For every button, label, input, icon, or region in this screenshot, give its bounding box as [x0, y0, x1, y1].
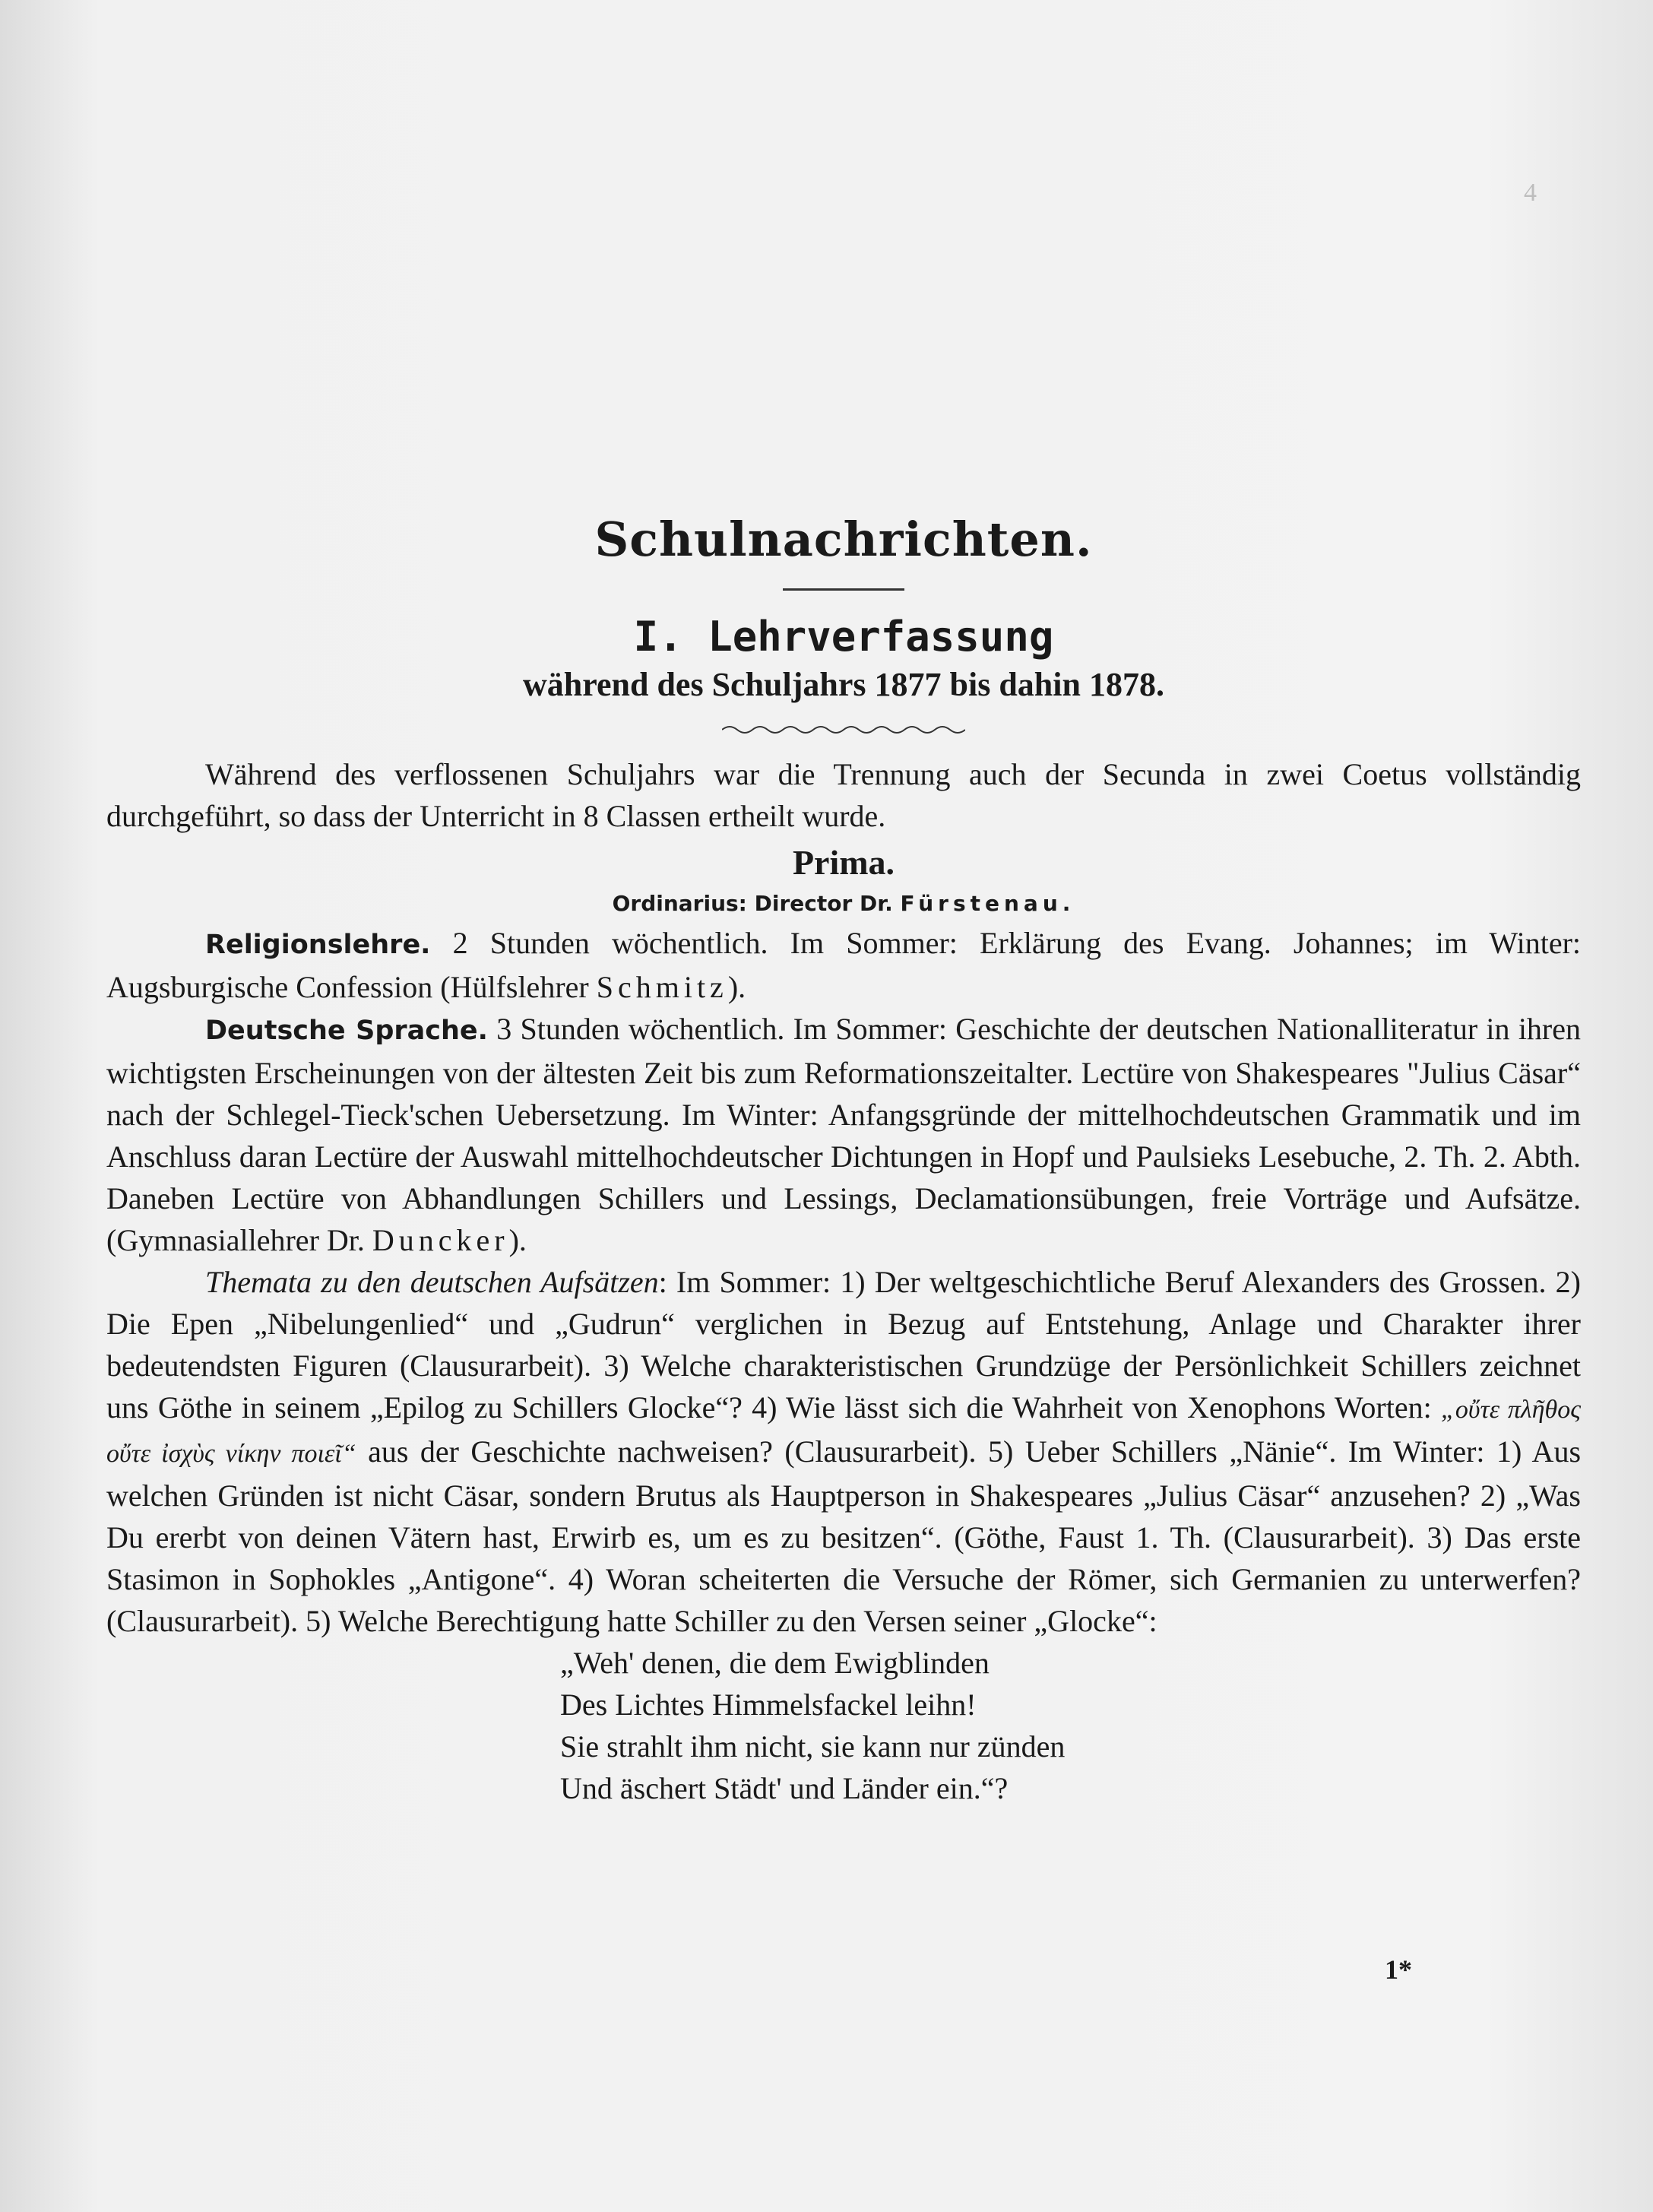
- deutsch-text: 3 Stunden wöchentlich. Im Sommer: Geschichte der deutschen Nationalliteratur in ihren wichtigsten Erscheinungen von der ältesten Zeit bis zum Reformationszeitalter. Lectüre von Shakespeares "Julius Cäsar“ nach der Schlegel-Tieck'schen Uebersetzung. Im Winter: Anfangsgründe der mittelhochdeutschen Grammatik und im Anschluss daran Lectüre der Auswahl mittelhochdeutscher Dichtungen in Hopf und Paulsieks Lesebuche, 2. Th. 2. Abth. Daneben Lectüre von Abhandlungen Schillers und Lessings, Declamationsübungen, freie Vorträge und Aufsätze. (Gymnasiallehrer Dr.: [106, 1012, 1582, 1257]
- religion-paragraph: [106, 922, 1581, 1008]
- themata-paragraph: [106, 1261, 1581, 1642]
- class-heading-prima: Prima.: [792, 843, 895, 882]
- themata-label: Themata zu den deutschen Aufsätzen: [205, 1265, 659, 1299]
- poem-line: Und äschert Städt' und Länder ein.“?: [560, 1771, 1009, 1805]
- signature-mark: 1*: [1385, 1954, 1412, 1985]
- section-subheading: während des Schuljahrs 1877 bis dahin 1878.: [523, 666, 1164, 703]
- greek-quote: „οὔτε πλῆθος οὔτε ἰσχὺς νίκην ποιεῖ“: [106, 1396, 1582, 1468]
- ordinarius-name: Fürstenau.: [900, 891, 1075, 916]
- deutsch-text-end: ).: [508, 1223, 527, 1257]
- poem-quote: [560, 1642, 1581, 1809]
- religion-text-end: ).: [727, 970, 746, 1004]
- wave-divider: [722, 721, 965, 738]
- document-title: Schulnachrichten.: [594, 512, 1093, 567]
- themata-text-end: aus der Geschichte nachweisen? (Clausurarbeit). 5) Ueber Schillers „Nänie“. Im Winter: 1) Aus welchen Gründen ist nicht Cäsar, sondern Brutus als Hauptperson in Shakespeares „Julius Cäsar“ anzusehen? 2) „Was Du ererbt von deinen Vätern hast, Erwirb es, um es zu besitzen“. (Göthe, Faust 1. Th. (Clausurarbeit). 3) Das erste Stasimon in Sophokles „Antigone“. 4) Woran scheiterten die Versuche der Römer, sich Germanien zu unterwerfen? (Clausurarbeit). 5) Welche Berechtigung hatte Schiller zu den Versen seiner „Glocke“:: [106, 1434, 1582, 1638]
- section-heading: I. Lehrverfassung: [633, 613, 1054, 661]
- title-rule: [783, 588, 904, 591]
- document-content: [106, 502, 1581, 1809]
- religion-subject: Religionslehre.: [205, 930, 431, 960]
- poem-line: Sie strahlt ihm nicht, sie kann nur zünden: [560, 1729, 1066, 1764]
- ordinarius-label: Ordinarius: Director Dr.: [612, 891, 893, 916]
- ordinarius-line: [106, 886, 1581, 922]
- deutsch-paragraph: [106, 1008, 1581, 1261]
- poem-line: Des Lichtes Himmelsfackel leihn!: [560, 1688, 977, 1722]
- themata-text: : Im Sommer: 1) Der weltgeschichtliche Beruf Alexanders des Grossen. 2) Die Epen „Nibelungenlied“ und „Gudrun“ verglichen in Bezug auf Entstehung, Anlage und Charakter ihrer bedeutendsten Figuren (Clausurarbeit). 3) Welche charakteristischen Grundzüge der Persönlichkeit Schillers zeichnet uns Göthe in seinem „Epilog zu Schillers Glocke“? 4) Wie lässt sich die Wahrheit von Xenophons Worten:: [106, 1265, 1581, 1424]
- deutsch-teacher: Duncker: [372, 1223, 509, 1257]
- religion-text: 2 Stunden wöchentlich. Im Sommer: Erklärung des Evang. Johannes; im Winter: Augsburgische Confession (Hülfslehrer: [106, 926, 1581, 1004]
- page-marker-top: 4: [1524, 179, 1537, 207]
- deutsch-subject: Deutsche Sprache.: [205, 1016, 488, 1046]
- poem-line: „Weh' denen, die dem Ewigblinden: [560, 1646, 990, 1680]
- intro-paragraph: Während des verflossenen Schuljahrs war die Trennung auch der Secunda in zwei Coetus vollständig durchgeführt, so dass der Unterricht in 8 Classen ertheilt wurde.: [106, 757, 1581, 833]
- religion-teacher: Schmitz: [596, 970, 728, 1004]
